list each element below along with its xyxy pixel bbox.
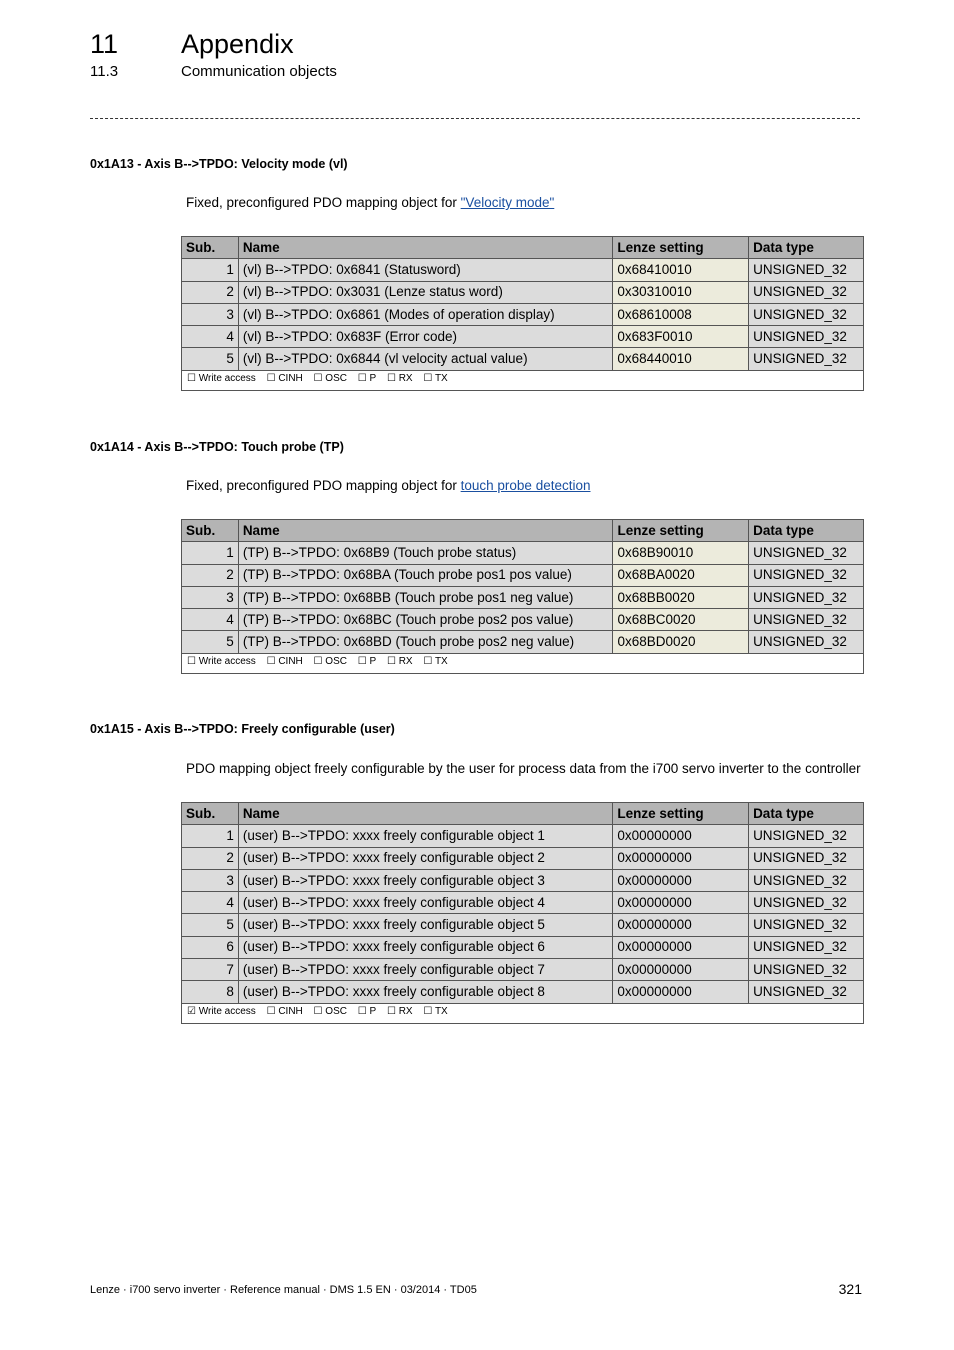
table-row xyxy=(182,825,864,847)
object-heading: 0x1A14 - Axis B-->TPDO: Touch probe (TP) xyxy=(90,440,344,454)
entry-name: (vl) B-->TPDO: 0x6844 (vl velocity actual value) xyxy=(238,348,613,370)
column-header-sub: Sub. xyxy=(182,803,239,825)
data-type: UNSIGNED_32 xyxy=(749,847,864,869)
table-header-row xyxy=(182,520,864,542)
table-row xyxy=(182,847,864,869)
lenze-setting: 0x68BD0020 xyxy=(613,631,749,653)
table-row xyxy=(182,542,864,564)
object-description xyxy=(186,760,861,778)
chapter-title: Appendix xyxy=(181,29,294,59)
data-type: UNSIGNED_32 xyxy=(749,281,864,303)
access-flags xyxy=(182,653,864,673)
entry-name: (TP) B-->TPDO: 0x68BD (Touch probe pos2 neg value) xyxy=(238,631,613,653)
table-row xyxy=(182,959,864,981)
data-type: UNSIGNED_32 xyxy=(749,981,864,1003)
table-header-row xyxy=(182,803,864,825)
section-title: Communication objects xyxy=(181,63,337,80)
rx-flag: ☐ RX xyxy=(386,655,413,667)
sub-index: 5 xyxy=(182,348,239,370)
table-row xyxy=(182,303,864,325)
table-row xyxy=(182,981,864,1003)
column-header-name: Name xyxy=(238,803,613,825)
data-type: UNSIGNED_32 xyxy=(749,936,864,958)
lenze-setting: 0x68BA0020 xyxy=(613,564,749,586)
sub-index: 6 xyxy=(182,936,239,958)
lenze-setting: 0x00000000 xyxy=(613,959,749,981)
sub-index: 8 xyxy=(182,981,239,1003)
rx-flag: ☐ RX xyxy=(386,1005,413,1017)
lenze-setting: 0x00000000 xyxy=(613,936,749,958)
data-type: UNSIGNED_32 xyxy=(749,892,864,914)
data-type: UNSIGNED_32 xyxy=(749,259,864,281)
access-flags xyxy=(182,370,864,390)
p-flag: ☐ P xyxy=(357,1005,377,1017)
sub-index: 4 xyxy=(182,609,239,631)
lenze-setting: 0x00000000 xyxy=(613,869,749,891)
column-header-setting: Lenze setting xyxy=(613,237,749,259)
data-type: UNSIGNED_32 xyxy=(749,914,864,936)
object-table xyxy=(181,519,864,674)
table-row xyxy=(182,281,864,303)
sub-index: 4 xyxy=(182,892,239,914)
section-number: 11.3 xyxy=(90,63,119,80)
sub-index: 5 xyxy=(182,631,239,653)
write-access-flag: ☑ Write access xyxy=(187,1005,256,1017)
sub-index: 2 xyxy=(182,847,239,869)
sub-index: 3 xyxy=(182,303,239,325)
entry-name: (TP) B-->TPDO: 0x68BA (Touch probe pos1 pos value) xyxy=(238,564,613,586)
entry-name: (user) B-->TPDO: xxxx freely configurable object 4 xyxy=(238,892,613,914)
data-type: UNSIGNED_32 xyxy=(749,825,864,847)
entry-name: (vl) B-->TPDO: 0x6861 (Modes of operation display) xyxy=(238,303,613,325)
data-type: UNSIGNED_32 xyxy=(749,586,864,608)
column-header-setting: Lenze setting xyxy=(613,803,749,825)
entry-name: (user) B-->TPDO: xxxx freely configurable object 6 xyxy=(238,936,613,958)
column-header-name: Name xyxy=(238,237,613,259)
lenze-setting: 0x68440010 xyxy=(613,348,749,370)
column-header-setting: Lenze setting xyxy=(613,520,749,542)
tx-flag: ☐ TX xyxy=(423,1005,448,1017)
column-header-name: Name xyxy=(238,520,613,542)
description-text: Fixed, preconfigured PDO mapping object for xyxy=(186,478,461,493)
entry-name: (vl) B-->TPDO: 0x3031 (Lenze status word) xyxy=(238,281,613,303)
lenze-setting: 0x00000000 xyxy=(613,914,749,936)
lenze-setting: 0x68B90010 xyxy=(613,542,749,564)
column-header-sub: Sub. xyxy=(182,520,239,542)
tx-flag: ☐ TX xyxy=(423,655,448,667)
table-row xyxy=(182,892,864,914)
lenze-setting: 0x68610008 xyxy=(613,303,749,325)
entry-name: (TP) B-->TPDO: 0x68B9 (Touch probe status) xyxy=(238,542,613,564)
column-header-type: Data type xyxy=(749,237,864,259)
access-flags-row xyxy=(182,653,864,673)
write-access-flag: ☐ Write access xyxy=(187,372,256,384)
touch-probe-link[interactable]: touch probe detection xyxy=(460,478,591,493)
data-type: UNSIGNED_32 xyxy=(749,542,864,564)
table-row xyxy=(182,586,864,608)
sub-index: 1 xyxy=(182,259,239,281)
table-row xyxy=(182,259,864,281)
data-type: UNSIGNED_32 xyxy=(749,959,864,981)
cinh-flag: ☐ CINH xyxy=(266,655,303,667)
rx-flag: ☐ RX xyxy=(386,372,413,384)
lenze-setting: 0x00000000 xyxy=(613,847,749,869)
p-flag: ☐ P xyxy=(357,372,377,384)
object-heading: 0x1A15 - Axis B-->TPDO: Freely configurable (user) xyxy=(90,722,395,736)
lenze-setting: 0x00000000 xyxy=(613,825,749,847)
write-access-flag: ☐ Write access xyxy=(187,655,256,667)
osc-flag: ☐ OSC xyxy=(313,372,347,384)
access-flags xyxy=(182,1003,864,1023)
column-header-sub: Sub. xyxy=(182,237,239,259)
lenze-setting: 0x683F0010 xyxy=(613,326,749,348)
object-heading: 0x1A13 - Axis B-->TPDO: Velocity mode (vl) xyxy=(90,157,348,171)
cinh-flag: ☐ CINH xyxy=(266,1005,303,1017)
lenze-setting: 0x00000000 xyxy=(613,892,749,914)
table-header-row xyxy=(182,237,864,259)
column-header-type: Data type xyxy=(749,520,864,542)
entry-name: (user) B-->TPDO: xxxx freely configurable object 8 xyxy=(238,981,613,1003)
tx-flag: ☐ TX xyxy=(423,372,448,384)
lenze-setting: 0x68BC0020 xyxy=(613,609,749,631)
description-text: PDO mapping object freely configurable by the user for process data from the i700 servo inverter to the controller xyxy=(186,761,861,776)
header-divider xyxy=(90,118,860,119)
entry-name: (TP) B-->TPDO: 0x68BC (Touch probe pos2 pos value) xyxy=(238,609,613,631)
entry-name: (user) B-->TPDO: xxxx freely configurable object 1 xyxy=(238,825,613,847)
sub-index: 1 xyxy=(182,542,239,564)
entry-name: (TP) B-->TPDO: 0x68BB (Touch probe pos1 neg value) xyxy=(238,586,613,608)
object-description xyxy=(186,477,591,495)
table-row xyxy=(182,348,864,370)
sub-index: 2 xyxy=(182,281,239,303)
sub-index: 5 xyxy=(182,914,239,936)
footer-document-info: Lenze · i700 servo inverter · Reference manual · DMS 1.5 EN · 03/2014 · TD05 xyxy=(90,1284,477,1296)
lenze-setting: 0x30310010 xyxy=(613,281,749,303)
lenze-setting: 0x00000000 xyxy=(613,981,749,1003)
entry-name: (user) B-->TPDO: xxxx freely configurable object 2 xyxy=(238,847,613,869)
table-row xyxy=(182,326,864,348)
entry-name: (user) B-->TPDO: xxxx freely configurable object 5 xyxy=(238,914,613,936)
osc-flag: ☐ OSC xyxy=(313,655,347,667)
object-description xyxy=(186,194,554,212)
sub-index: 3 xyxy=(182,586,239,608)
data-type: UNSIGNED_32 xyxy=(749,326,864,348)
lenze-setting: 0x68BB0020 xyxy=(613,586,749,608)
velocity-mode-link[interactable]: "Velocity mode" xyxy=(460,195,555,210)
entry-name: (user) B-->TPDO: xxxx freely configurable object 3 xyxy=(238,869,613,891)
sub-index: 7 xyxy=(182,959,239,981)
lenze-setting: 0x68410010 xyxy=(613,259,749,281)
chapter-number: 11 xyxy=(90,29,119,59)
object-table xyxy=(181,802,864,1024)
page-number: 321 xyxy=(838,1281,862,1297)
data-type: UNSIGNED_32 xyxy=(749,631,864,653)
table-row xyxy=(182,869,864,891)
data-type: UNSIGNED_32 xyxy=(749,869,864,891)
sub-index: 2 xyxy=(182,564,239,586)
table-row xyxy=(182,631,864,653)
table-row xyxy=(182,609,864,631)
data-type: UNSIGNED_32 xyxy=(749,348,864,370)
access-flags-row xyxy=(182,370,864,390)
object-table xyxy=(181,236,864,391)
data-type: UNSIGNED_32 xyxy=(749,303,864,325)
table-row xyxy=(182,564,864,586)
access-flags-row xyxy=(182,1003,864,1023)
column-header-type: Data type xyxy=(749,803,864,825)
entry-name: (vl) B-->TPDO: 0x683F (Error code) xyxy=(238,326,613,348)
description-text: Fixed, preconfigured PDO mapping object for xyxy=(186,195,461,210)
entry-name: (vl) B-->TPDO: 0x6841 (Statusword) xyxy=(238,259,613,281)
table-row xyxy=(182,936,864,958)
cinh-flag: ☐ CINH xyxy=(266,372,303,384)
sub-index: 3 xyxy=(182,869,239,891)
osc-flag: ☐ OSC xyxy=(313,1005,347,1017)
sub-index: 1 xyxy=(182,825,239,847)
p-flag: ☐ P xyxy=(357,655,377,667)
entry-name: (user) B-->TPDO: xxxx freely configurable object 7 xyxy=(238,959,613,981)
sub-index: 4 xyxy=(182,326,239,348)
data-type: UNSIGNED_32 xyxy=(749,609,864,631)
data-type: UNSIGNED_32 xyxy=(749,564,864,586)
table-row xyxy=(182,914,864,936)
